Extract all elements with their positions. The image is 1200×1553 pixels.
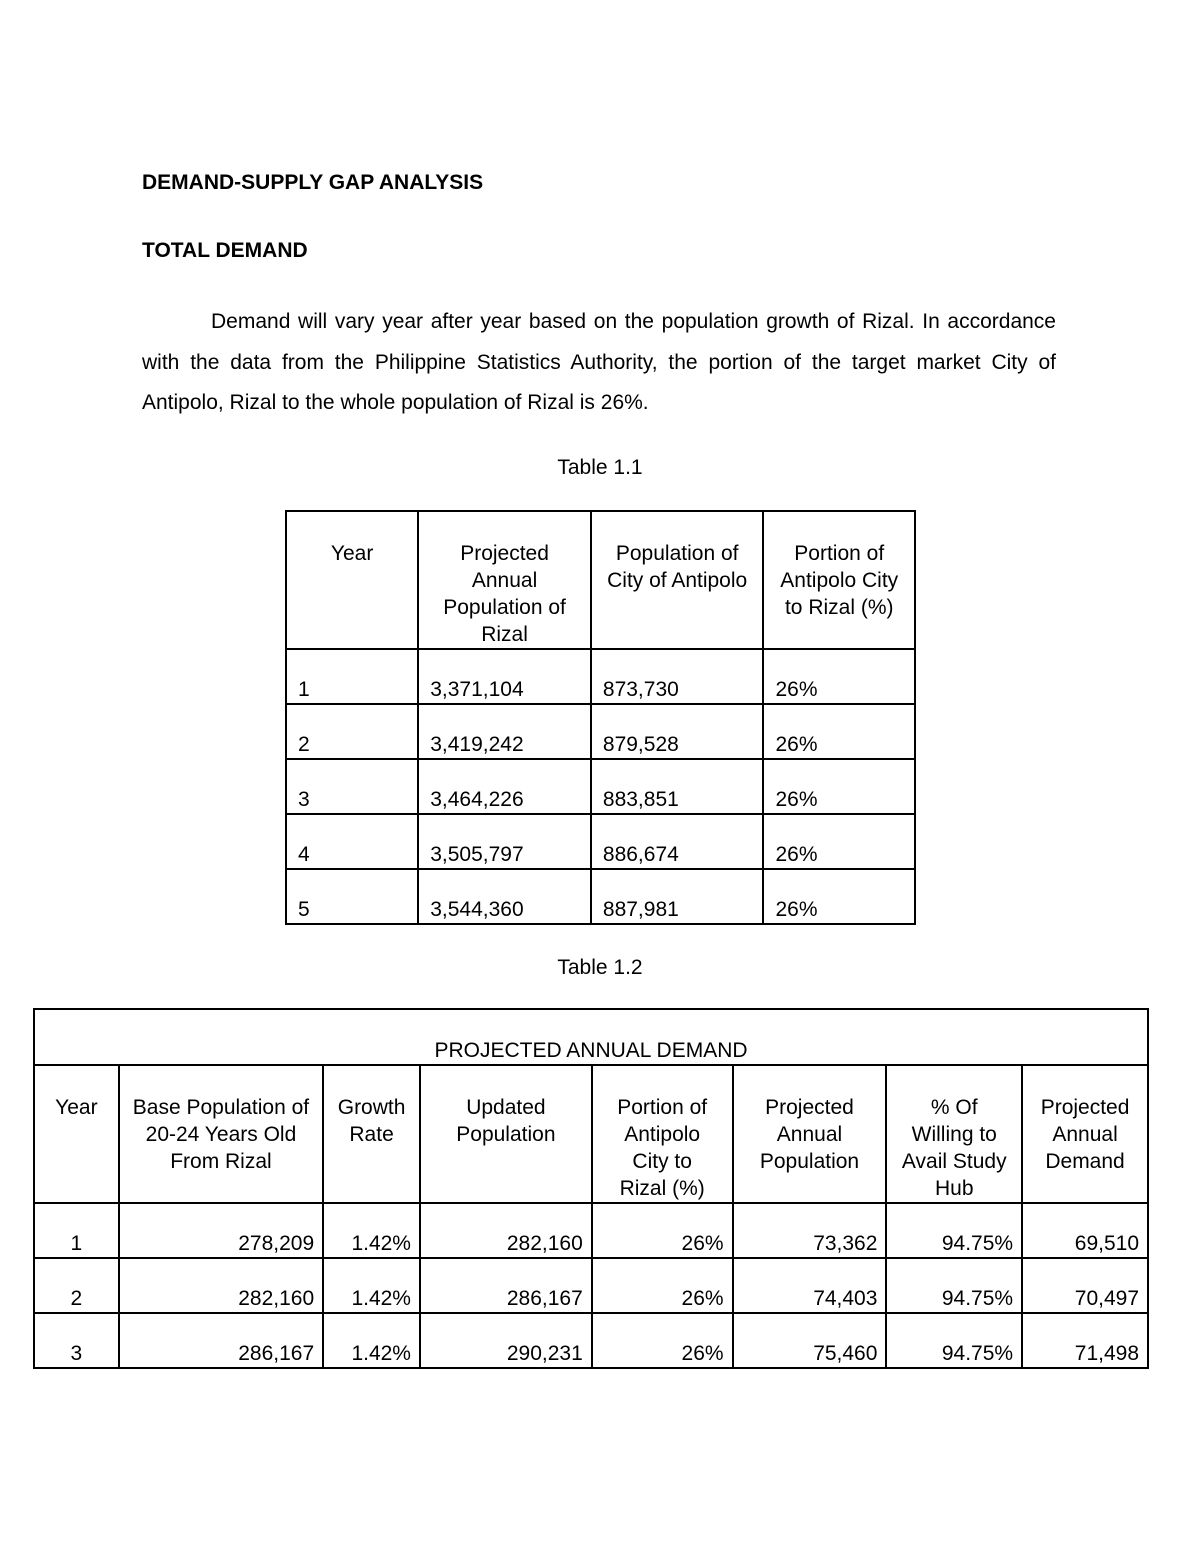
table1-cell-portion: 26% [763,649,915,704]
table-row [34,1258,1148,1313]
table2-cell-growth-rate: 1.42% [323,1258,420,1313]
table-row [286,814,915,869]
table-row [34,1203,1148,1258]
table1-cell-portion: 26% [763,759,915,814]
table1-cell-rizal-population: 3,464,226 [418,759,591,814]
table1-cell-year: 4 [286,814,418,869]
table2-cell-growth-rate: 1.42% [323,1203,420,1258]
table2-cell-willing-percent: 94.75% [886,1258,1022,1313]
table1-header-portion: Portion of Antipolo City to Rizal (%) [763,511,915,649]
section-heading: TOTAL DEMAND [142,239,308,262]
table-row [286,869,915,924]
projected-demand-table [33,1008,1149,1369]
table2-header-row [34,1065,1148,1203]
table2-header-updated-population: Updated Population [420,1065,592,1203]
table1-cell-portion: 26% [763,869,915,924]
table2-header-base-population: Base Population of 20-24 Years Old From Rizal [119,1065,323,1203]
table2-header-year: Year [34,1065,119,1203]
table1-header-row [286,511,915,649]
table2-cell-willing-percent: 94.75% [886,1313,1022,1368]
population-table [285,510,916,925]
table1-cell-antipolo-population: 873,730 [591,649,764,704]
table1-cell-portion: 26% [763,814,915,869]
table1-cell-portion: 26% [763,704,915,759]
table1-cell-year: 2 [286,704,418,759]
table-row [34,1313,1148,1368]
table2-cell-updated-population: 290,231 [420,1313,592,1368]
table2-cell-base-population: 282,160 [119,1258,323,1313]
table2-title-row [34,1009,1148,1065]
table2-caption: Table 1.2 [557,956,643,979]
table1-cell-year: 5 [286,869,418,924]
table2-cell-base-population: 278,209 [119,1203,323,1258]
table2-cell-willing-percent: 94.75% [886,1203,1022,1258]
table1-cell-rizal-population: 3,371,104 [418,649,591,704]
table2-header-willing-percent: % Of Willing to Avail Study Hub [886,1065,1022,1203]
table2-cell-projected-demand: 70,497 [1022,1258,1148,1313]
table1-header-rizal-population: Projected Annual Population of Rizal [418,511,591,649]
table2-title: PROJECTED ANNUAL DEMAND [34,1009,1148,1065]
table2-cell-portion: 26% [592,1258,733,1313]
table1-cell-year: 1 [286,649,418,704]
intro-paragraph: Demand will vary year after year based on the population growth of Rizal. In accordance with the data from the Philippine Statistics Authority, the portion of the target market City of Antipolo, Rizal to the whole population of Rizal is 26%. [142,310,1056,414]
table2-header-growth-rate: Growth Rate [323,1065,420,1203]
table2-header-projected-demand: Projected Annual Demand [1022,1065,1148,1203]
document-title: DEMAND-SUPPLY GAP ANALYSIS [142,171,484,194]
table2-cell-projected-demand: 69,510 [1022,1203,1148,1258]
table2-cell-portion: 26% [592,1313,733,1368]
table2-cell-portion: 26% [592,1203,733,1258]
table2-cell-year: 2 [34,1258,119,1313]
table2-cell-projected-demand: 71,498 [1022,1313,1148,1368]
table2-cell-updated-population: 286,167 [420,1258,592,1313]
table2-cell-projected-population: 75,460 [733,1313,887,1368]
table1-cell-year: 3 [286,759,418,814]
table-row [286,649,915,704]
table1-cell-antipolo-population: 879,528 [591,704,764,759]
table1-header-antipolo-population: Population of City of Antipolo [591,511,764,649]
table1-cell-rizal-population: 3,419,242 [418,704,591,759]
table1-cell-antipolo-population: 887,981 [591,869,764,924]
table-row [286,759,915,814]
table2-cell-projected-population: 74,403 [733,1258,887,1313]
table2-cell-year: 1 [34,1203,119,1258]
table2-cell-projected-population: 73,362 [733,1203,887,1258]
table2-cell-year: 3 [34,1313,119,1368]
table1-header-year: Year [286,511,418,649]
table1-cell-antipolo-population: 886,674 [591,814,764,869]
table2-header-projected-population: Projected Annual Population [733,1065,887,1203]
table2-cell-growth-rate: 1.42% [323,1313,420,1368]
table1-cell-antipolo-population: 883,851 [591,759,764,814]
table1-cell-rizal-population: 3,505,797 [418,814,591,869]
table1-caption: Table 1.1 [557,456,643,479]
table2-cell-base-population: 286,167 [119,1313,323,1368]
table2-header-portion: Portion of Antipolo City to Rizal (%) [592,1065,733,1203]
table2-cell-updated-population: 282,160 [420,1203,592,1258]
table1-cell-rizal-population: 3,544,360 [418,869,591,924]
table-row [286,704,915,759]
